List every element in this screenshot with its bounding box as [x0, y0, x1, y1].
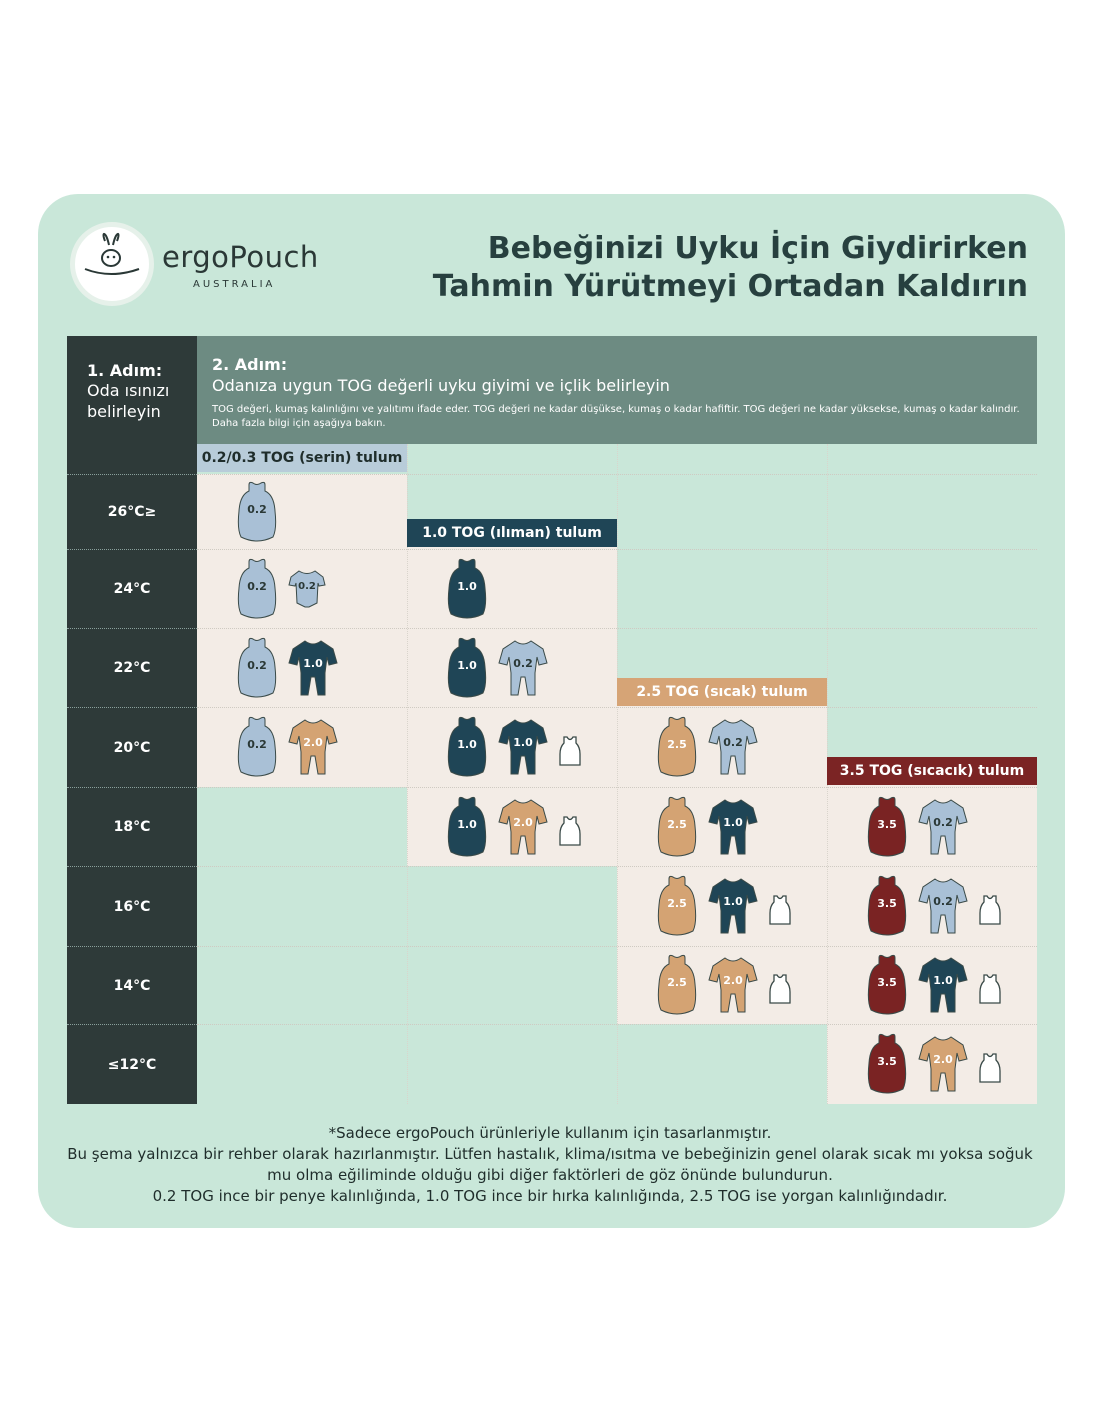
vest-icon: [977, 972, 1003, 1010]
sleep-bag-icon: [445, 635, 489, 705]
vest-icon: [977, 1051, 1003, 1089]
svg-text:2.0: 2.0: [513, 815, 533, 829]
sleep-bag-icon: [445, 714, 489, 784]
sleepsuit-icon: [707, 875, 759, 941]
sleepsuit-icon: [497, 637, 549, 703]
sleepsuit-icon: [287, 716, 339, 782]
sleep-bag-icon: [235, 556, 279, 626]
brand-subtitle: AUSTRALIA: [193, 279, 276, 290]
sleepsuit-icon: [497, 716, 549, 782]
table-cell-bg: [197, 474, 407, 549]
sleepsuit-icon: [917, 796, 969, 862]
svg-text:3.5: 3.5: [877, 1055, 897, 1068]
sleepsuit-icon: [707, 716, 759, 782]
temperature-label: 18°C: [67, 787, 197, 866]
vest-icon: [767, 972, 793, 1010]
svg-text:2.5: 2.5: [667, 738, 687, 751]
svg-text:0.2: 0.2: [513, 656, 533, 670]
sleep-bag-icon: [235, 714, 279, 784]
sleepsuit-icon: [707, 954, 759, 1020]
svg-text:0.2: 0.2: [298, 580, 316, 592]
tog-table: [67, 336, 1037, 1104]
tog-column-header: 1.0 TOG (ılıman) tulum: [407, 519, 617, 547]
svg-text:0.2: 0.2: [723, 736, 743, 749]
svg-text:1.0: 1.0: [513, 736, 533, 749]
svg-text:1.0: 1.0: [723, 815, 743, 829]
title-line-1: Bebeğinizi Uyku İçin Giydirirken: [487, 231, 1028, 266]
svg-text:1.0: 1.0: [723, 895, 743, 908]
vest-icon: [557, 734, 583, 772]
tog-column-header: 3.5 TOG (sıcacık) tulum: [827, 757, 1037, 785]
svg-text:0.2: 0.2: [933, 895, 953, 908]
step1-title: 1. Adım:: [87, 361, 163, 380]
svg-text:2.0: 2.0: [303, 736, 323, 749]
sleepsuit-icon: [287, 637, 339, 703]
svg-text:2.0: 2.0: [933, 1053, 953, 1066]
step2-subtitle: Odanıza uygun TOG değerli uyku giyimi ve içlik belirleyin: [212, 376, 670, 395]
svg-text:1.0: 1.0: [457, 738, 477, 751]
svg-text:0.2: 0.2: [247, 658, 267, 672]
temperature-label: 20°C: [67, 707, 197, 787]
sleepsuit-icon: [917, 954, 969, 1020]
column-divider: [617, 444, 618, 1104]
svg-text:2.0: 2.0: [723, 974, 743, 987]
tog-column-header: 0.2/0.3 TOG (serin) tulum: [197, 444, 407, 472]
sleep-bag-icon: [865, 1031, 909, 1101]
sleepsuit-icon: [707, 796, 759, 862]
temperature-label: 22°C: [67, 628, 197, 707]
rabbit-icon: [75, 227, 149, 301]
footer-line-3: 0.2 TOG ince bir penye kalınlığında, 1.0 TOG ince bir hırka kalınlığında, 2.5 TOG ise yorgan kalınlığındadır.: [152, 1187, 948, 1205]
step2-title: 2. Adım:: [212, 355, 288, 374]
brand-logo: [70, 222, 154, 306]
step2-note: TOG değeri, kumaş kalınlığını ve yalıtımı ifade eder. TOG değeri ne kadar düşükse, kumaş o kadar hafiftir. TOG değeri ne kadar yüksekse, kumaş o kadar kalındır. Daha fazla bilgi için aşağıya bakın.: [212, 404, 1020, 429]
sleep-bag-icon: [865, 794, 909, 864]
tog-column-header: 2.5 TOG (sıcak) tulum: [617, 678, 827, 706]
sleep-bag-icon: [655, 794, 699, 864]
sleep-bag-icon: [865, 952, 909, 1022]
sleep-bag-icon: [235, 479, 279, 549]
svg-text:1.0: 1.0: [457, 817, 477, 831]
sleep-bag-icon: [865, 873, 909, 943]
svg-text:3.5: 3.5: [877, 897, 897, 910]
temperature-label: ≤12°C: [67, 1024, 197, 1104]
temperature-label: 14°C: [67, 946, 197, 1024]
romper-icon: [287, 567, 327, 615]
footer-line-2: Bu şema yalnızca bir rehber olarak hazırlanmıştır. Lütfen hastalık, klima/ısıtma ve bebeğinizin genel olarak sıcak mı yoksa soğuk mu olma eğiliminde olduğu gibi diğer faktörleri de göz önünde bulundurun.: [67, 1145, 1033, 1184]
table-cell-bg: [407, 549, 617, 628]
svg-text:0.2: 0.2: [247, 579, 267, 593]
sleep-bag-icon: [235, 635, 279, 705]
sleep-bag-icon: [655, 714, 699, 784]
sleep-bag-icon: [445, 556, 489, 626]
svg-text:0.2: 0.2: [933, 815, 953, 829]
title-line-2: Tahmin Yürütmeyi Ortadan Kaldırın: [432, 269, 1028, 304]
svg-text:0.2: 0.2: [247, 738, 267, 751]
sleepsuit-icon: [917, 1033, 969, 1099]
svg-text:0.2: 0.2: [247, 502, 267, 516]
svg-text:3.5: 3.5: [877, 976, 897, 989]
sleep-bag-icon: [655, 952, 699, 1022]
sleep-bag-icon: [445, 794, 489, 864]
svg-text:1.0: 1.0: [933, 974, 953, 987]
svg-text:3.5: 3.5: [877, 817, 897, 831]
temperature-label: 26°C≥: [67, 474, 197, 549]
sleepsuit-icon: [917, 875, 969, 941]
svg-text:1.0: 1.0: [457, 658, 477, 672]
sleep-bag-icon: [655, 873, 699, 943]
svg-text:2.5: 2.5: [667, 976, 687, 989]
vest-icon: [557, 814, 583, 852]
svg-text:2.5: 2.5: [667, 817, 687, 831]
step1-subtitle: Oda ısınızı belirleyin: [87, 381, 170, 421]
temperature-label: 16°C: [67, 866, 197, 946]
footer-line-1: *Sadece ergoPouch ürünleriyle kullanım için tasarlanmıştır.: [328, 1124, 772, 1142]
vest-icon: [767, 893, 793, 931]
temperature-label: 24°C: [67, 549, 197, 628]
step2-header: [197, 336, 1037, 444]
svg-text:1.0: 1.0: [457, 579, 477, 593]
page-title: [433, 230, 1028, 306]
brand-name: ergoPouch: [162, 240, 319, 274]
sleepsuit-icon: [497, 796, 549, 862]
footer-notes: [60, 1123, 1040, 1207]
svg-text:2.5: 2.5: [667, 897, 687, 910]
vest-icon: [977, 893, 1003, 931]
svg-text:1.0: 1.0: [303, 656, 323, 670]
